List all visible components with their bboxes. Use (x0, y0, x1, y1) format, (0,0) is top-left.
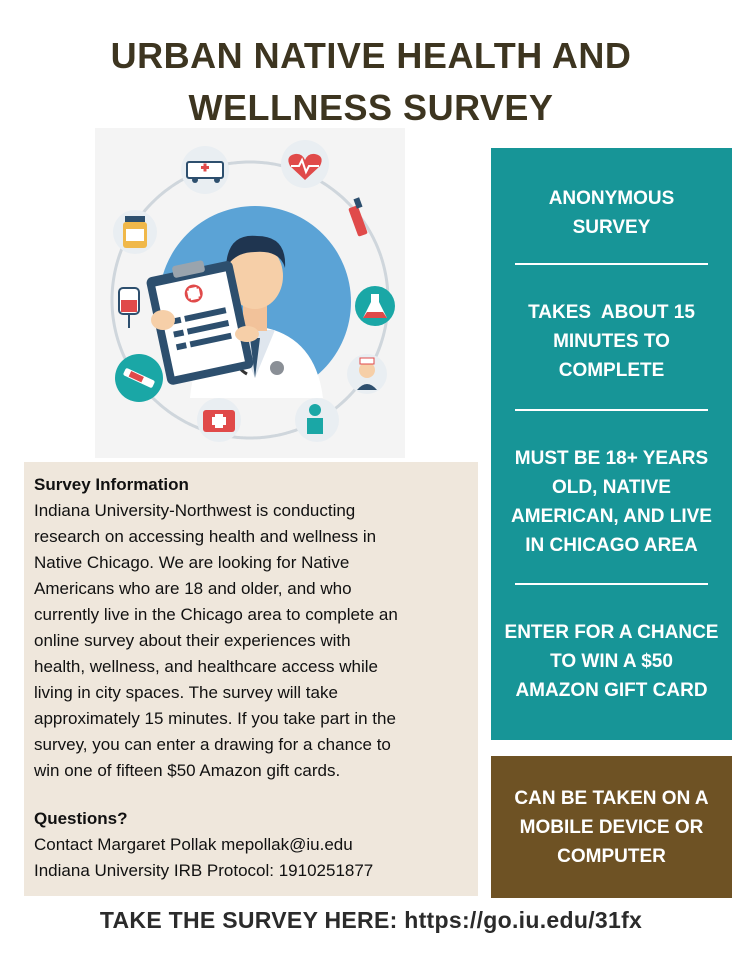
injection-icon (115, 354, 163, 402)
syringe-icon (348, 197, 368, 237)
doctor-illustration-graphic (95, 128, 405, 458)
highlight-prize: ENTER FOR A CHANCE TO WIN A $50 AMAZON GIFT CARD (504, 622, 719, 701)
info-line: Indiana University-Northwest is conducting (34, 501, 356, 520)
divider (515, 263, 708, 265)
nurse-icon (347, 354, 387, 394)
survey-information-box (24, 462, 478, 896)
title-line-1: URBAN NATIVE HEALTH AND (110, 35, 632, 76)
info-heading: Survey Information (34, 475, 189, 494)
info-line: Native Chicago. We are looking for Native (34, 553, 350, 572)
info-line: research on accessing health and wellness in (34, 527, 377, 546)
device-text: CAN BE TAKEN ON A MOBILE DEVICE OR COMPUTER (514, 788, 709, 867)
info-line: living in city spaces. The survey will take (34, 683, 338, 702)
info-line: survey, you can enter a drawing for a chance to (34, 735, 391, 754)
title-line-2: WELLNESS SURVEY (188, 87, 554, 128)
survey-highlights-panel (491, 148, 732, 740)
medical-illustration (95, 128, 405, 458)
info-line: Americans who are 18 and older, and who (34, 579, 352, 598)
highlight-eligibility: MUST BE 18+ YEARS OLD, NATIVE AMERICAN, AND LIVE IN CHICAGO AREA (511, 448, 712, 556)
medicine-bottle-icon (113, 210, 157, 254)
info-line: health, wellness, and healthcare access while (34, 657, 378, 676)
info-line: win one of fifteen $50 Amazon gift cards. (34, 761, 341, 780)
contact-line: Contact Margaret Pollak mepollak@iu.edu (34, 835, 353, 854)
device-panel (491, 756, 732, 898)
patient-icon (295, 398, 339, 442)
survey-link-footer (0, 907, 742, 934)
highlight-duration: TAKES ABOUT 15 MINUTES TO COMPLETE (528, 302, 695, 381)
heart-pulse-icon (281, 140, 329, 188)
page-title (0, 30, 742, 134)
flask-icon (355, 286, 395, 326)
survey-link[interactable]: https://go.iu.edu/31fx (404, 907, 643, 933)
divider (515, 583, 708, 585)
highlight-anonymous: ANONYMOUS SURVEY (548, 188, 675, 238)
divider (515, 409, 708, 411)
footer-label: TAKE THE SURVEY HERE: (99, 907, 405, 933)
info-line: online survey about their experiences with (34, 631, 351, 650)
irb-line: Indiana University IRB Protocol: 1910251877 (34, 861, 374, 880)
info-line: currently live in the Chicago area to complete an (34, 605, 398, 624)
first-aid-kit-icon (197, 398, 241, 442)
ambulance-icon (181, 146, 229, 194)
info-line: approximately 15 minutes. If you take part in the (34, 709, 396, 728)
iv-bag-icon (119, 288, 139, 328)
questions-heading: Questions? (34, 809, 128, 828)
